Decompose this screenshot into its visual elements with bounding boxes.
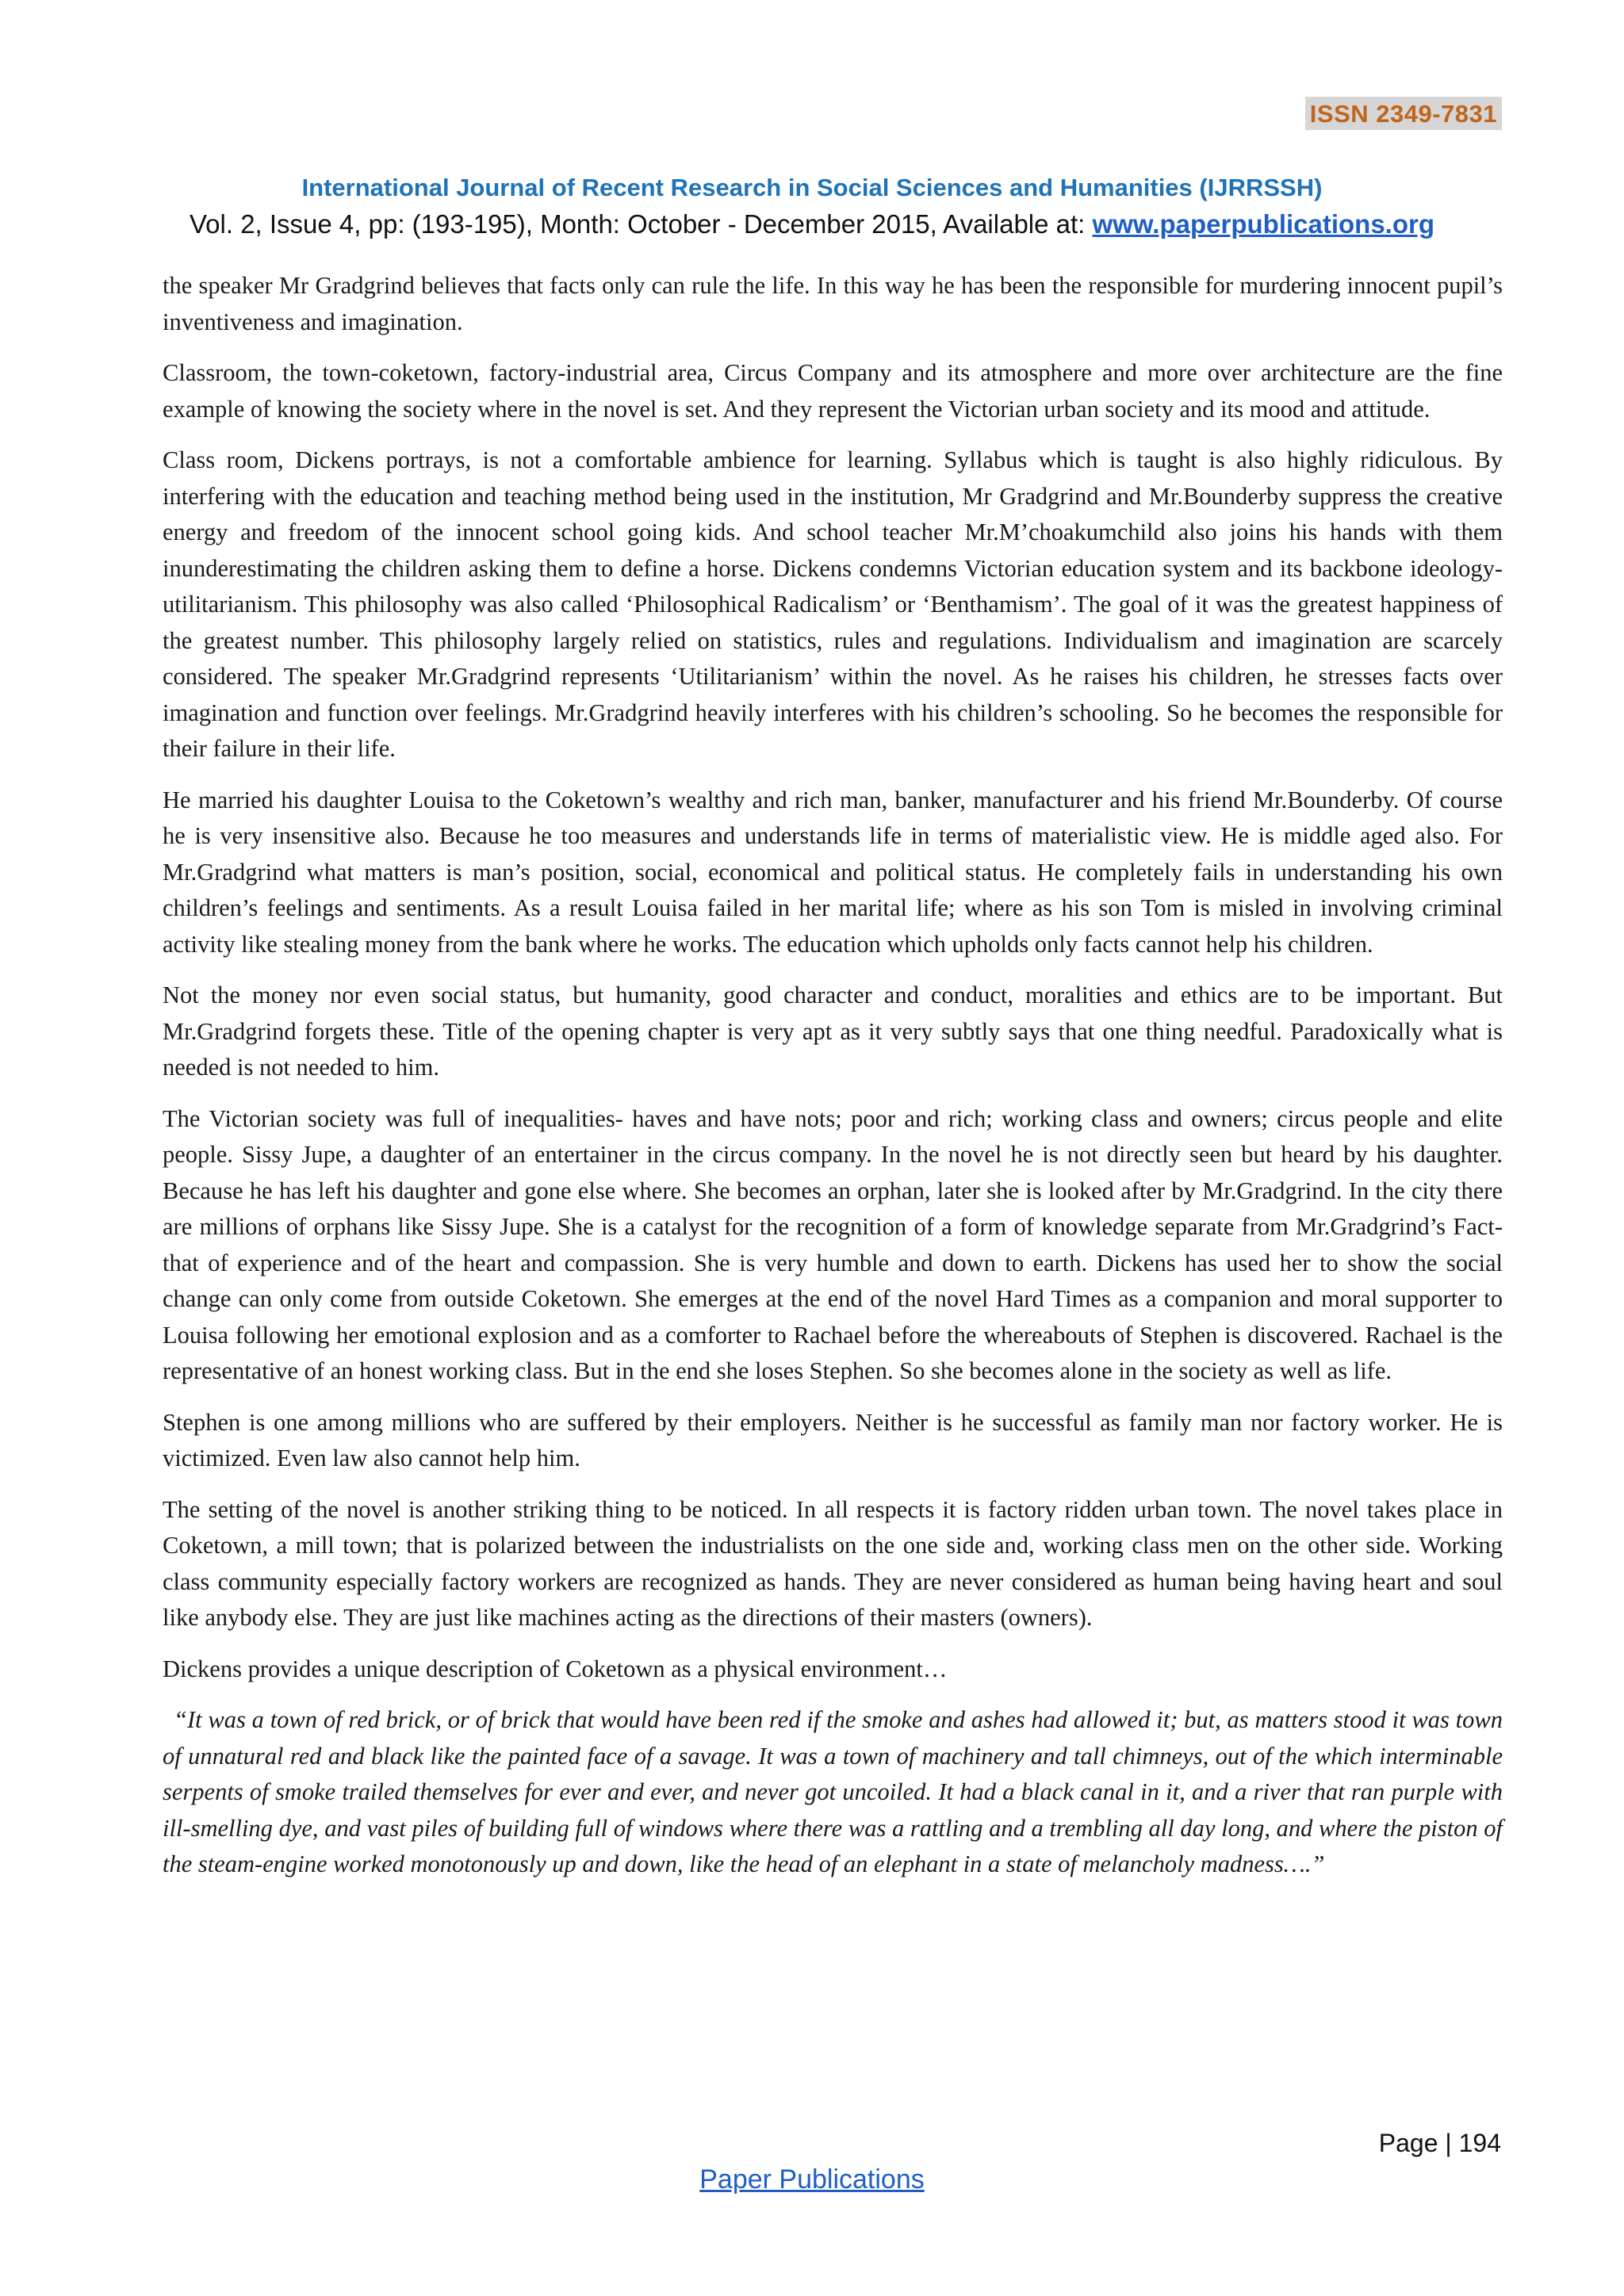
paragraph: Classroom, the town-coketown, factory-industrial area, Circus Company and its atmosphere and more over architecture are the fine example of knowing the society where in the novel is set. And they represent the Victorian urban society and its mood and attitude. <box>163 359 1503 423</box>
block-quote: “It was a town of red brick, or of brick that would have been red if the smoke and ashes had allowed it; but, as matters stood it was town of unnatural red and black like the painted face of a savage. It was a town of machinery and tall chimneys, out of the which interminable serpents of smoke trailed themselves for ever and ever, and never got uncoiled. It had a black canal in it, and a river that ran purple with ill-smelling dye, and vast piles of building full of windows where there was a rattling and a trembling all day long, and where the piston of the steam-engine worked monotonously up and down, like the head of an elephant in a state of melancholy madness….” <box>163 1706 1503 1877</box>
publisher-link[interactable]: Paper Publications <box>699 2164 925 2195</box>
paragraph: He married his daughter Louisa to the Coketown’s wealthy and rich man, banker, manufacturer and his friend Mr.Bounderby. Of course he is very insensitive also. Because he too measures and understands life in terms of materialistic view. He is middle aged also. For Mr.Gradgrind what matters is man’s position, social, economical and political status. He completely fails in understanding his own children’s feelings and sentiments. As a result Louisa failed in her marital life; where as his son Tom is misled in involving criminal activity like stealing money from the bank where he works. The education which upholds only facts cannot help his children. <box>163 786 1503 958</box>
issn-label: ISSN 2349-7831 <box>1305 97 1502 130</box>
journal-info-text: Vol. 2, Issue 4, pp: (193-195), Month: October - December 2015, Available at: <box>189 209 1093 239</box>
paragraph: Dickens provides a unique description of Coketown as a physical environment… <box>163 1655 948 1682</box>
journal-url-link[interactable]: www.paperpublications.org <box>1092 209 1435 239</box>
paragraph: Not the money nor even social status, but humanity, good character and conduct, moralities and ethics are to be important. But Mr.Gradgrind forgets these. Title of the opening chapter is very apt as it very subtly says that one thing needful. Paradoxically what is needed is not needed to him. <box>163 982 1503 1081</box>
paragraph: Stephen is one among millions who are suffered by their employers. Neither is he successful as family man nor factory worker. He is victimized. Even law also cannot help him. <box>163 1408 1503 1471</box>
article-body <box>163 268 1503 1898</box>
paragraph: The setting of the novel is another striking thing to be noticed. In all respects it is factory ridden urban town. The novel takes place in Coketown, a mill town; that is polarized between the industrialists on the one side and, working class men on the other side. Working class community especially factory workers are recognized as hands. They are never considered as human being having heart and soul like anybody else. They are just like machines acting as the directions of their masters (owners). <box>163 1495 1503 1631</box>
paragraph: Class room, Dickens portrays, is not a comfortable ambience for learning. Syllabus which is taught is also highly ridiculous. By interfering with the education and teaching method being used in the institution, Mr Gradgrind and Mr.Bounderby suppress the creative energy and freedom of the innocent school going kids. And school teacher Mr.M’choakumchild also joins his hands with them inunderestimating the children asking them to define a horse. Dickens condemns Victorian education system and its backbone ideology-utilitarianism. This philosophy was also called ‘Philosophical Radicalism’ or ‘Benthamism’. The goal of it was the greatest happiness of the greatest number. This philosophy largely relied on statistics, rules and regulations. Individualism and imagination are scarcely considered. The speaker Mr.Gradgrind represents ‘Utilitarianism’ within the novel. As he raises his children, he stresses facts over imagination and function over feelings. Mr.Gradgrind heavily interferes with his children’s schooling. So he becomes the responsible for their failure in their life. <box>163 446 1503 762</box>
paragraph: The Victorian society was full of inequalities- haves and have nots; poor and rich; working class and owners; circus people and elite people. Sissy Jupe, a daughter of an entertainer in the circus company. In the novel he is not directly seen but heard by his daughter. Because he has left his daughter and gone else where. She becomes an orphan, later she is looked after by Mr.Gradgrind. In the city there are millions of orphans like Sissy Jupe. She is a catalyst for the recognition of a form of knowledge separate from Mr.Gradgrind’s Fact- that of experience and of the heart and compassion. She is very humble and down to earth. Dickens has used her to show the social change can only come from outside Coketown. She emerges at the end of the novel Hard Times as a companion and moral supporter to Louisa following her emotional explosion and as a comforter to Rachael before the whereabouts of Stephen is discovered. Rachael is the representative of an honest working class. But in the end she loses Stephen. So she becomes alone in the society as well as life. <box>163 1104 1503 1384</box>
paragraph: the speaker Mr Gradgrind believes that facts only can rule the life. In this way he has been the responsible for murdering innocent pupil’s inventiveness and imagination. <box>163 272 1503 335</box>
journal-info <box>0 209 1624 239</box>
page-number: Page | 194 <box>1378 2129 1501 2157</box>
journal-title: International Journal of Recent Research in Social Sciences and Humanities (IJRRSSH) <box>301 174 1323 201</box>
